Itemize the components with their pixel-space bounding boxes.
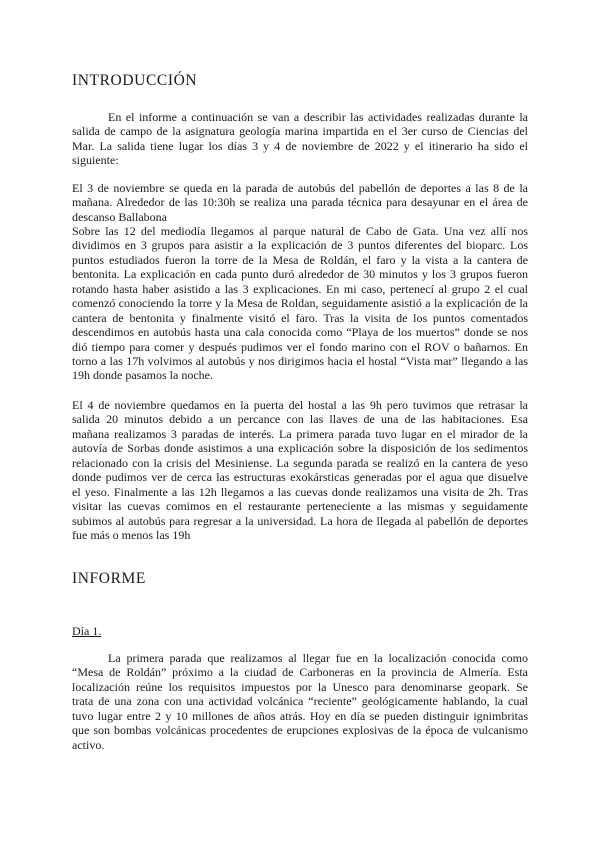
text-line: bentonita. La explicación en cada punto duró alrededor de 30 minutos y los 3 grupos fueron bbox=[72, 267, 528, 282]
text-line: siguiente: bbox=[72, 153, 119, 168]
intro-paragraph-3 bbox=[72, 224, 528, 383]
text-line: activo. bbox=[72, 737, 105, 752]
text-line: subimos al autobús para regresar a la universidad. La hora de llegada al pabellón de deportes bbox=[72, 513, 528, 528]
informe-paragraph-1 bbox=[72, 651, 528, 752]
text-line: mañana. Alrededor de las 10:30h se realiza una parada técnica para desayunar en el área de bbox=[72, 195, 528, 210]
intro-heading: INTRODUCCIÓN bbox=[72, 72, 198, 89]
text-line: “Mesa de Roldán” próximo a la ciudad de Carboneras en la provincia de Almería. Esta bbox=[72, 665, 528, 680]
intro-paragraph-2 bbox=[72, 181, 528, 224]
text-line: visitar las cuevas comimos en el restaurante perteneciente a las mismas y seguidamente bbox=[72, 499, 528, 514]
text-line: La primera parada que realizamos al llegar fue en la localización conocida como bbox=[108, 651, 528, 665]
text-line: que son bombas volcánicas procedentes de erupciones explosivas de la época de vulcanismo bbox=[72, 723, 528, 738]
text-line: salida de campo de la asignatura geología marina impartida en el 3er curso de Ciencias del bbox=[72, 124, 528, 139]
text-line: mañana realizamos 3 paradas de interés. La primera parada tuvo lugar en el mirador de la bbox=[72, 426, 528, 441]
text-line: autovía de Sorbas donde asistimos a una explicación sobre la disposición de los sedimentos bbox=[72, 441, 528, 456]
text-line: Mar. La salida tiene lugar los días 3 y 4 de noviembre de 2022 y el itinerario ha sido el bbox=[72, 138, 528, 153]
text-line: dió tiempo para comer y después pudimos ver el fondo marino con el ROV o bañarnos. En bbox=[72, 339, 528, 354]
text-line: En el informe a continuación se van a describir las actividades realizadas durante la bbox=[108, 110, 528, 124]
day-1-subheading: Día 1. bbox=[72, 624, 102, 638]
intro-paragraph-4 bbox=[72, 398, 528, 542]
text-line: dividimos en 3 grupos para asistir a la explicación de 3 puntos diferentes del bioparc. Los bbox=[72, 238, 528, 253]
text-line: donde pudimos ver de cerca las estructuras exokársticas generadas por el agua que disuelve bbox=[72, 470, 528, 485]
text-line: 19h donde pasamos la noche. bbox=[72, 368, 213, 383]
text-line: descanso Ballabona bbox=[72, 209, 167, 224]
text-line: torno a las 17h volvimos al autobús y nos dirigimos hacia el hostal “Vista mar” llegando a las bbox=[72, 353, 528, 368]
text-line: puntos estudiados fueron la torre de la Mesa de Roldán, el faro y la vista a la cantera de bbox=[72, 252, 528, 267]
text-line: fue más o menos las 19h bbox=[72, 527, 191, 542]
informe-heading: INFORME bbox=[72, 570, 146, 587]
text-line: rotando hasta haber asistido a las 3 explicaciones. En mi caso, pertenecí al grupo 2 el cual bbox=[72, 281, 528, 296]
text-line: el yeso. Finalmente a las 12h llegamos a las cuevas donde realizamos una visita de 2h. Tras bbox=[72, 484, 528, 499]
text-line: salida 20 minutos debido a un percance con las llaves de una de las habitaciones. Esa bbox=[72, 412, 528, 427]
text-line: descendimos en autobús hasta una cala conocida como “Playa de los muertos” donde se nos bbox=[72, 325, 528, 340]
text-line: comenzó conociendo la torre y la Mesa de Roldan, seguidamente asistió a la explicación de la bbox=[72, 296, 528, 311]
text-line: localización reúne los requisitos impuestos por la Unesco para denominarse geopark. Se bbox=[72, 679, 528, 694]
text-line: trata de una zona con una actividad volcánica “reciente” geológicamente hablando, la cual bbox=[72, 694, 528, 709]
text-line: El 4 de noviembre quedamos en la puerta del hostal a las 9h pero tuvimos que retrasar la bbox=[72, 398, 528, 412]
text-line: El 3 de noviembre se queda en la parada de autobús del pabellón de deportes a las 8 de la bbox=[72, 181, 528, 195]
intro-paragraph-1 bbox=[72, 110, 528, 168]
text-line: tuvo lugar entre 2 y 10 millones de años atrás. Hoy en día se pueden distinguir ignimbritas bbox=[72, 708, 528, 723]
text-line: relacionado con la crisis del Mesiniense. La segunda parada se realizó en la cantera de yeso bbox=[72, 455, 528, 470]
text-line: cantera de bentonita y finalmente visitó el faro. Tras la visita de los puntos comentados bbox=[72, 310, 528, 325]
text-line: Sobre las 12 del mediodía llegamos al parque natural de Cabo de Gata. Una vez allí nos bbox=[72, 224, 528, 238]
